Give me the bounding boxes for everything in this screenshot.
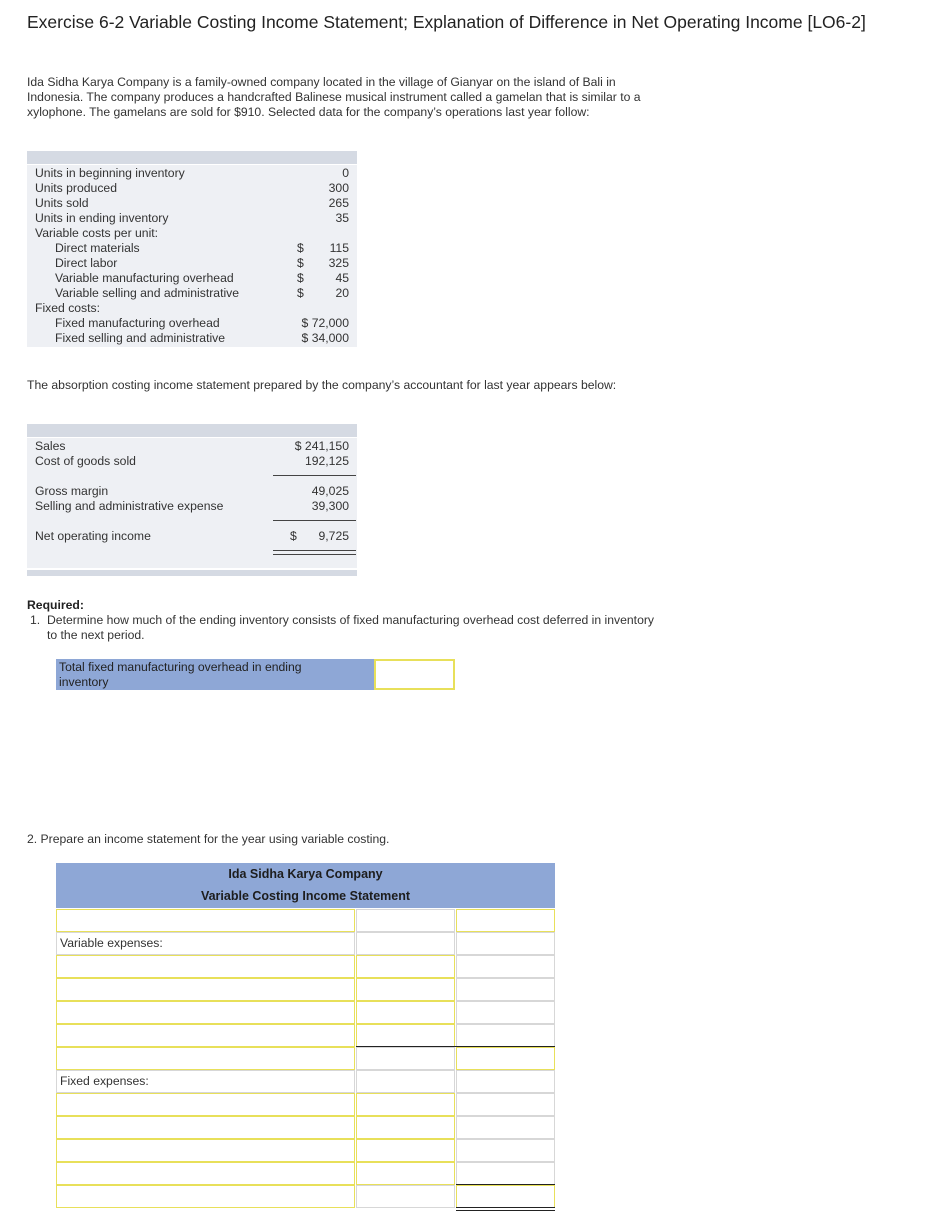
variable-mfg-overhead-label: Variable manufacturing overhead bbox=[55, 271, 234, 285]
direct-labor-label: Direct labor bbox=[55, 256, 118, 270]
units-sold-value: 265 bbox=[328, 196, 349, 210]
variable-costs-header: Variable costs per unit: bbox=[35, 226, 159, 240]
row-label-input[interactable] bbox=[56, 1024, 355, 1047]
row-amount-input[interactable] bbox=[456, 909, 555, 932]
fixed-mfg-overhead-value: $ 72,000 bbox=[301, 316, 349, 330]
fixed-selling-admin-value: $ 34,000 bbox=[301, 331, 349, 345]
row-label-input[interactable] bbox=[56, 909, 355, 932]
variable-expenses-label: Variable expenses: bbox=[60, 936, 163, 950]
required-heading: Required: bbox=[27, 598, 84, 612]
units-produced-value: 300 bbox=[328, 181, 349, 195]
sga-value: 39,300 bbox=[311, 499, 349, 513]
q1-answer-input[interactable] bbox=[374, 659, 455, 690]
row-label-input[interactable] bbox=[56, 1001, 355, 1024]
variable-mfg-overhead-currency: $ bbox=[297, 271, 304, 285]
row-amount-input[interactable] bbox=[456, 1047, 555, 1070]
row-label-input[interactable] bbox=[56, 1185, 355, 1208]
row-label-input[interactable] bbox=[56, 1162, 355, 1185]
units-sold-label: Units sold bbox=[35, 196, 89, 210]
units-beginning-value: 0 bbox=[342, 166, 349, 180]
direct-labor-value: 325 bbox=[328, 256, 349, 270]
units-ending-value: 35 bbox=[335, 211, 349, 225]
q1-text: Determine how much of the ending inventory consists of fixed manufacturing overhead cost deferred in inventory to the next period. bbox=[47, 613, 654, 642]
units-ending-label: Units in ending inventory bbox=[35, 211, 169, 225]
cogs-value: 192,125 bbox=[304, 454, 349, 468]
q1-label-cell bbox=[56, 659, 374, 690]
direct-materials-value: 115 bbox=[329, 241, 349, 255]
row-amount-input[interactable] bbox=[456, 1185, 555, 1208]
fixed-costs-header: Fixed costs: bbox=[35, 301, 101, 315]
noi-currency: $ bbox=[290, 529, 297, 543]
fixed-mfg-overhead-label: Fixed manufacturing overhead bbox=[55, 316, 220, 330]
row-amount-input[interactable] bbox=[356, 1162, 455, 1185]
row-amount-input[interactable] bbox=[356, 1001, 455, 1024]
variable-mfg-overhead-value: 45 bbox=[335, 271, 349, 285]
page-title: Exercise 6-2 Variable Costing Income Statement; Explanation of Difference in Net Operating Income [LO6-2] bbox=[27, 12, 866, 32]
direct-labor-currency: $ bbox=[297, 256, 304, 270]
fixed-selling-admin-label: Fixed selling and administrative bbox=[55, 331, 226, 345]
row-amount-input[interactable] bbox=[356, 978, 455, 1001]
cogs-label: Cost of goods sold bbox=[35, 454, 136, 468]
intro-paragraph: Ida Sidha Karya Company is a family-owned company located in the village of Gianyar on the island of Bali in Indonesia. The company produces a handcrafted Balinese musical instrument called a gamelan that is similar to a xylophone. The gamelans are sold for $910. Selected data for the company’s operations last year follow: bbox=[27, 75, 641, 119]
q1-number: 1. bbox=[30, 613, 41, 627]
row-label-input[interactable] bbox=[56, 1093, 355, 1116]
statement-title: Variable Costing Income Statement bbox=[56, 885, 555, 908]
sales-label: Sales bbox=[35, 439, 66, 453]
variable-selling-admin-label: Variable selling and administrative bbox=[55, 286, 240, 300]
data-table-header-bar bbox=[27, 151, 357, 164]
gross-margin-value: 49,025 bbox=[311, 484, 349, 498]
row-amount-input[interactable] bbox=[356, 955, 455, 978]
sales-value: $ 241,150 bbox=[294, 439, 349, 453]
row-label-input[interactable] bbox=[56, 978, 355, 1001]
noi-label: Net operating income bbox=[35, 529, 151, 543]
noi-value: 9,725 bbox=[318, 529, 349, 543]
gross-margin-label: Gross margin bbox=[35, 484, 109, 498]
row-label-input[interactable] bbox=[56, 1116, 355, 1139]
units-produced-label: Units produced bbox=[35, 181, 117, 195]
direct-materials-label: Direct materials bbox=[55, 241, 140, 255]
row-amount-input[interactable] bbox=[356, 1024, 455, 1047]
fixed-expenses-label: Fixed expenses: bbox=[60, 1074, 149, 1088]
q1-label-line1: Total fixed manufacturing overhead in ending bbox=[59, 660, 302, 674]
row-amount-input[interactable] bbox=[356, 1093, 455, 1116]
variable-selling-admin-currency: $ bbox=[297, 286, 304, 300]
row-label-input[interactable] bbox=[56, 1139, 355, 1162]
variable-selling-admin-value: 20 bbox=[335, 286, 349, 300]
sga-label: Selling and administrative expense bbox=[35, 499, 224, 513]
q2-text: 2. Prepare an income statement for the year using variable costing. bbox=[27, 832, 390, 846]
statement-company: Ida Sidha Karya Company bbox=[56, 863, 555, 885]
direct-materials-currency: $ bbox=[297, 241, 304, 255]
q1-label-line2: inventory bbox=[59, 675, 109, 689]
row-amount-input[interactable] bbox=[356, 1116, 455, 1139]
row-label-input[interactable] bbox=[56, 1047, 355, 1070]
absorption-intro: The absorption costing income statement prepared by the company’s accountant for last year appears below: bbox=[27, 378, 617, 392]
row-amount-input[interactable] bbox=[356, 1139, 455, 1162]
units-beginning-label: Units in beginning inventory bbox=[35, 166, 185, 180]
row-label-input[interactable] bbox=[56, 955, 355, 978]
